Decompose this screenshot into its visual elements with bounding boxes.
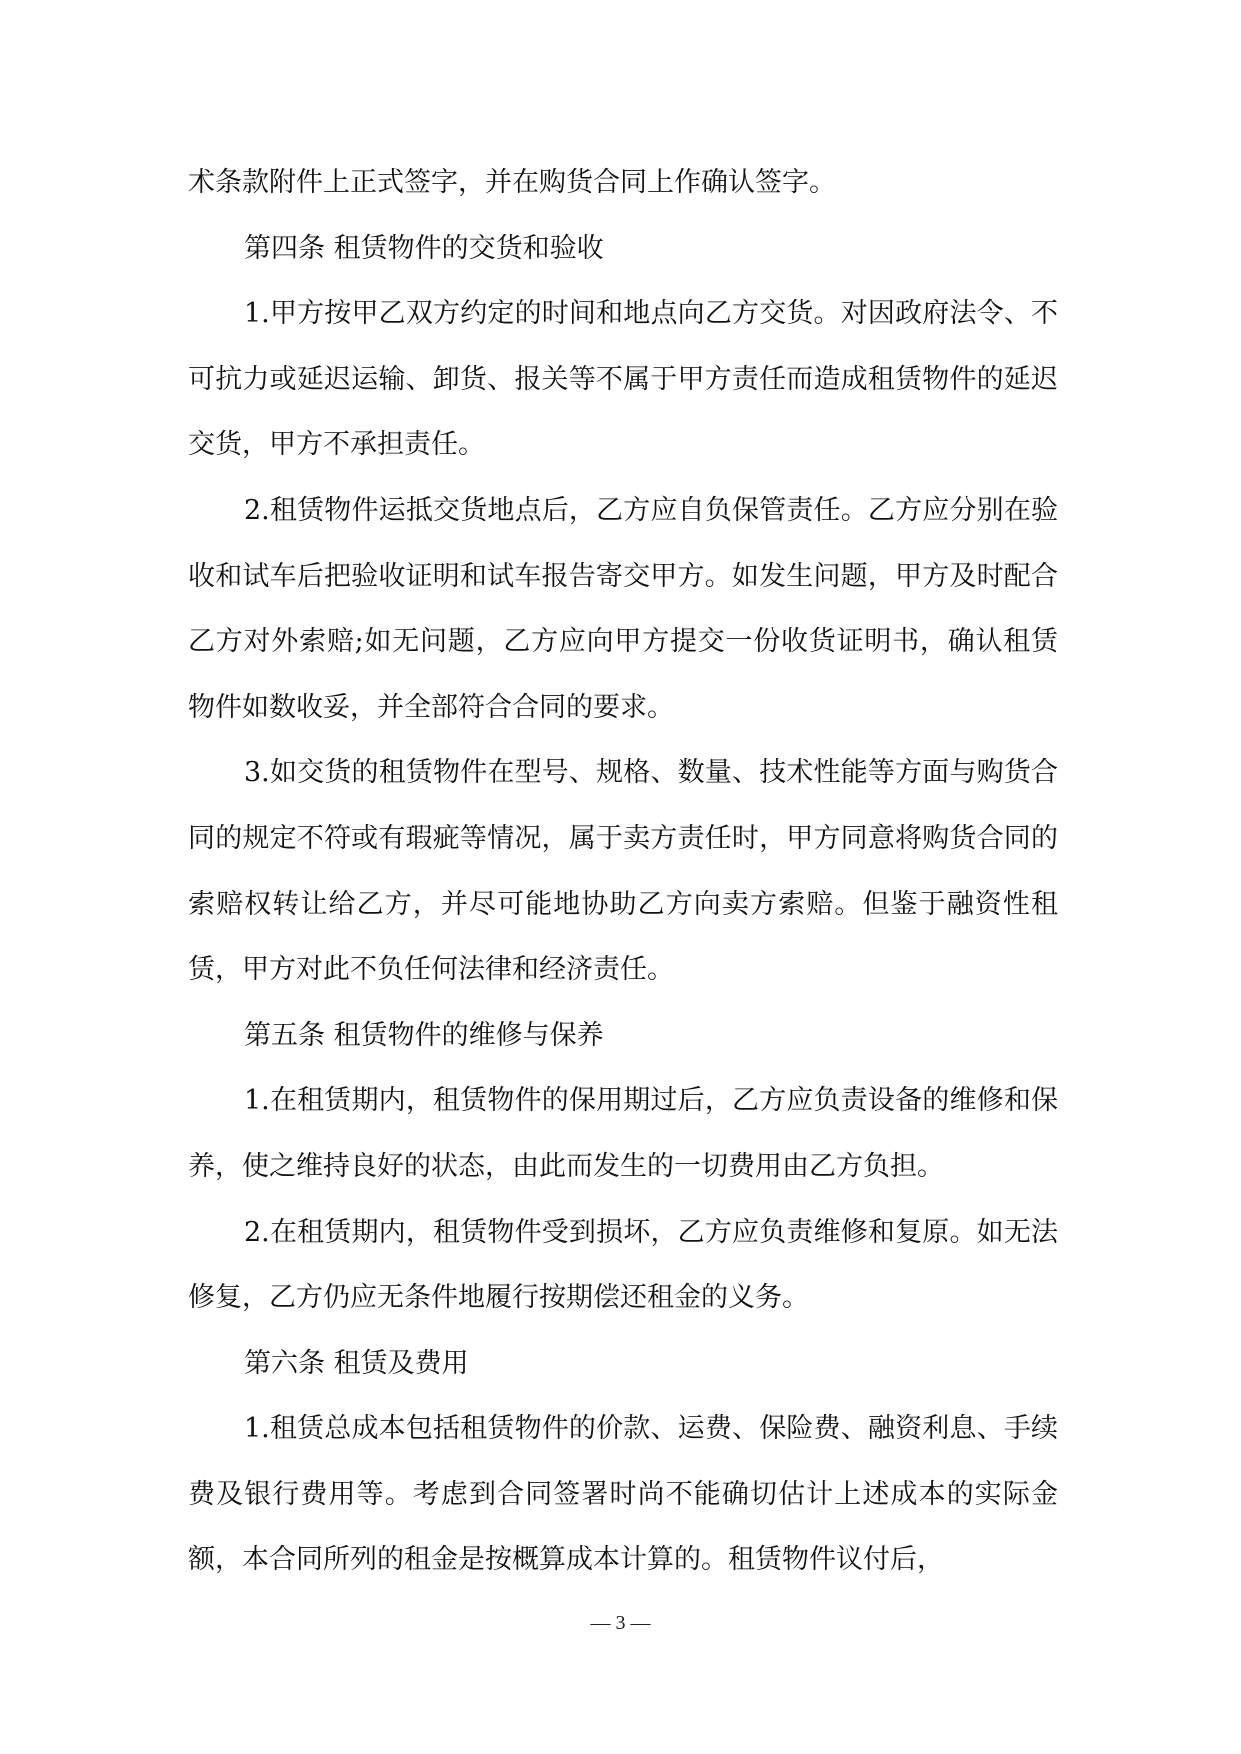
paragraph: 1.租赁总成本包括租赁物件的价款、运费、保险费、融资利息、手续费及银行费用等。考虑到合同签署时尚不能确切估计上述成本的实际金额，本合同所列的租金是按概算成本计算的。租赁物件议付后， xyxy=(188,1413,1058,1576)
page-number: — 3 — xyxy=(590,1612,651,1634)
paragraph: 1.甲方按甲乙双方约定的时间和地点向乙方交货。对因政府法令、不可抗力或延迟运输、卸货、报关等不属于甲方责任而造成租赁物件的延迟交货，甲方不承担责任。 xyxy=(188,298,1058,461)
paragraph: 3.如交货的租赁物件在型号、规格、数量、技术性能等方面与购货合同的规定不符或有瑕疵等情况，属于卖方责任时，甲方同意将购货合同的索赔权转让给乙方，并尽可能地协助乙方向卖方索赔。但鉴于融资性租赁，甲方对此不负任何法律和经济责任。 xyxy=(188,757,1058,986)
section-heading: 第五条 租赁物件的维修与保养 xyxy=(244,1019,604,1051)
paragraph: 2.租赁物件运抵交货地点后，乙方应自负保管责任。乙方应分别在验收和试车后把验收证明和试车报告寄交甲方。如发生问题，甲方及时配合乙方对外索赔;如无问题，乙方应向甲方提交一份收货证明书，确认租赁物件如数收妥，并全部符合合同的要求。 xyxy=(188,494,1058,723)
paragraph: 2.在租赁期内，租赁物件受到损坏，乙方应负责维修和复原。如无法修复，乙方仍应无条件地履行按期偿还租金的义务。 xyxy=(188,1216,1058,1314)
section-heading: 第六条 租赁及费用 xyxy=(244,1347,469,1379)
document-body xyxy=(188,150,1058,1593)
paragraph: 1.在租赁期内，租赁物件的保用期过后，乙方应负责设备的维修和保养，使之维持良好的状态，由此而发生的一切费用由乙方负担。 xyxy=(188,1085,1058,1182)
section-heading: 第四条 租赁物件的交货和验收 xyxy=(244,232,604,264)
paragraph: 术条款附件上正式签字，并在购货合同上作确认签字。 xyxy=(188,167,836,198)
